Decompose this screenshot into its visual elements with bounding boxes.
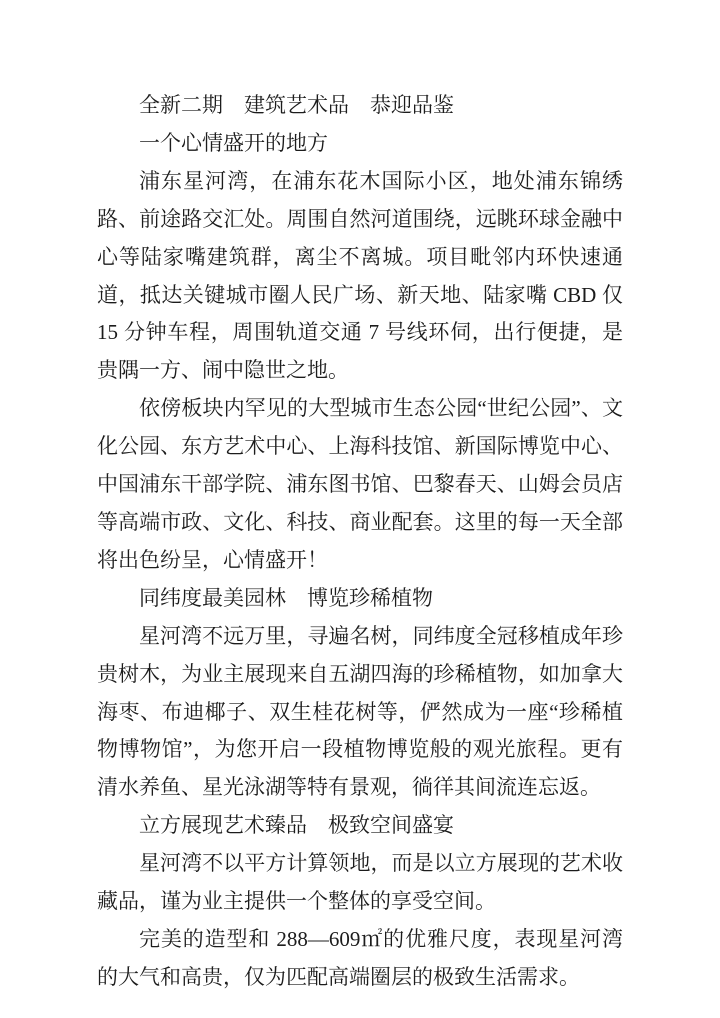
paragraph-amenities: 依傍板块内罕见的大型城市生态公园“世纪公园”、文化公园、东方艺术中心、上海科技馆、新国际博览中心、中国浦东干部学院、浦东图书馆、巴黎春天、山姆会员店等高端市政、文化、科技、商业配套。这里的每一天全部将出色纷呈，心情盛开！ xyxy=(97,396,623,572)
doc-title-line: 全新二期 建筑艺术品 恭迎品鉴 xyxy=(139,93,454,117)
paragraph-plants: 星河湾不远万里，寻遍名树，同纬度全冠移植成年珍贵树木，为业主展现来自五湖四海的珍稀植物，如加拿大海枣、布迪椰子、双生桂花树等，俨然成为一座“珍稀植物博物馆”，为您开启一段植物博览般的观光旅程。更有清水养鱼、星光泳湖等特有景观，徜徉其间流连忘返。 xyxy=(97,623,623,800)
paragraph-cubic-space: 星河湾不以平方计算领地，而是以立方展现的艺术收藏品，谨为业主提供一个整体的享受空间。 xyxy=(97,851,623,914)
heading-space: 立方展现艺术臻品 极致空间盛宴 xyxy=(139,813,454,838)
paragraph-location: 浦东星河湾，在浦东花木国际小区，地处浦东锦绣路、前途路交汇处。周围自然河道围绕，远眺环球金融中心等陆家嘴建筑群，离尘不离城。项目毗邻内环快速通道，抵达关键城市圈人民广场、新天地、陆家嘴 CBD 仅 15 分钟车程，周围轨道交通 7 号线环伺，出行便捷，是贵隅一方、闹中隐世之地。 xyxy=(97,168,623,383)
heading-garden: 同纬度最美园林 博览珍稀植物 xyxy=(139,585,433,610)
heading-intro: 一个心情盛开的地方 xyxy=(139,130,328,155)
document-page xyxy=(97,87,623,997)
paragraph-size: 完美的造型和 288—609㎡的优雅尺度，表现星河湾的大气和高贵，仅为匹配高端圈层的极致生活需求。 xyxy=(97,926,623,989)
